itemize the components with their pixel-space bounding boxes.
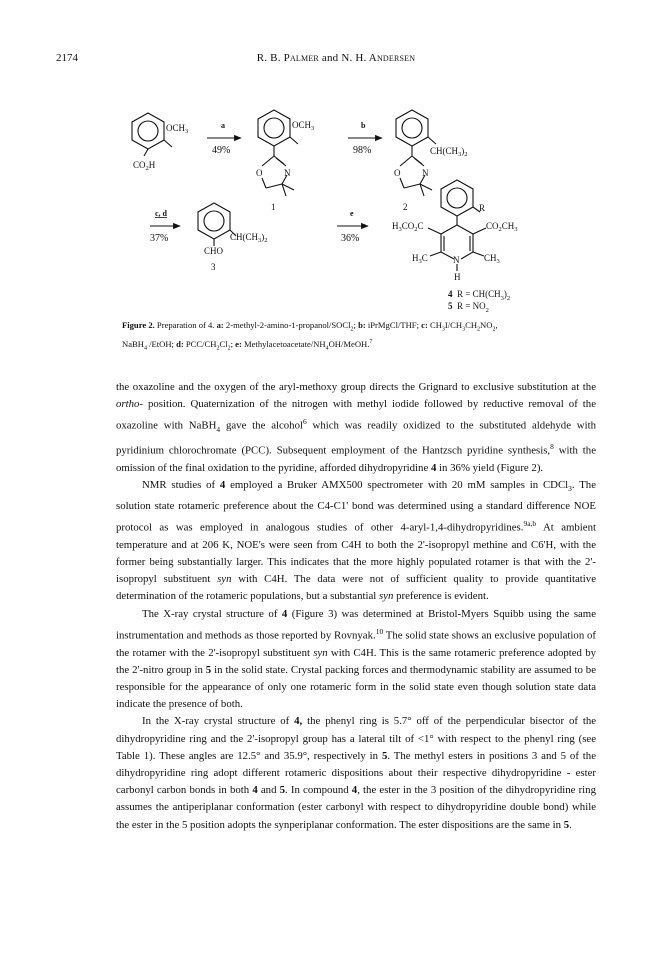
label-nh-h: H bbox=[454, 272, 461, 282]
label-o-1: O bbox=[256, 168, 263, 178]
label-o-2: O bbox=[394, 168, 401, 178]
figure-caption: Figure 2. Preparation of 4. a: 2-methyl-2-amino-1-propanol/SOCl$_2$; b: iPrMgCl/THF; c: $CH_3I/CH_3CH_2NO_2$, NaBH$_4$ /EtOH; d: PCC/$CH_2Cl_2$; e: Methylacetoacetate/$NH_4OH/MeOH.^7$ bbox=[122, 320, 498, 352]
arrow-b-label: b bbox=[361, 121, 366, 130]
arrow-e-label: e bbox=[350, 209, 354, 218]
paragraph-4: In the X-ray crystal structure of 4, the phenyl ring is 5.7° off of the perpendicular bisector of the dihydropyridine ring and the 2'-isopropyl group has a lateral tilt of <1° with respect to the phenyl ring (see Table 1). These angles are 12.5° and 35.9°, respectively in 5. The methyl esters in positions 3 and 5 of the dihydropyridine ring adopt different rotameric dispositions about their respective dihydropyridine - ester carbonyl carbon bonds in both 4 and 5. In compound 4, the ester in the 3 position of the dihydropyridine ring assumes the antiperiplanar conformation (ester carbonyl with respect to dihydropyridine double bond) while the ester in the 5 position adopts the synperiplanar conformation. The ester dispositions are the same in 5. bbox=[116, 715, 597, 831]
label-co2h: $CO_2H$ bbox=[133, 160, 156, 172]
compound-legend-4: 4 $R = CH(CH_3)_2$ bbox=[448, 289, 511, 302]
paragraph-1: the oxazoline and the oxygen of the aryl-methoxy group directs the Grignard to exclusive substitution at the ortho- position. Quaternization of the nitrogen with methyl iodide followed by reductive removal of the oxazoline with NaBH$_4$ gave the alcohol$^6$ which was readily oxidized to the substituted aldehyde with pyridinium chlorochromate (PCC). Subsequent employment of the Hantzsch pyridine synthesis,$^8$ with the omission of the final oxidation to the pyridine, afforded dihydropyridine 4 in 36% yield (Figure 2). bbox=[116, 381, 597, 475]
arrow-cd-label: c, d bbox=[155, 209, 167, 218]
benzene-ring bbox=[396, 110, 428, 146]
running-head-authors: R. B. Palmer and N. H. Andersen bbox=[256, 52, 416, 64]
label-h3c: $H_3C$ bbox=[412, 253, 428, 265]
arrow-a-label: a bbox=[221, 121, 225, 130]
aromatic-circle bbox=[138, 121, 158, 141]
arrow-a-yield: 49% bbox=[212, 145, 231, 156]
label-n-ring: N bbox=[453, 255, 460, 265]
arrow-e-yield: 36% bbox=[341, 233, 360, 244]
label-och3-b: $OCH_3$ bbox=[292, 120, 315, 132]
paragraph-2: NMR studies of 4 employed a Bruker AMX500 spectrometer with 20 mM samples in CDCl$_3$. The solution state rotameric preference about the C4-C1' bond was determined using a standard difference NOE protocol as was employed in analogous studies of other 4-aryl-1,4-dihydropyridines.$^{9a,b}$ At ambient temperature and at 206 K, NOE's were seen from C4H to both the 2'-isopropyl methine and C6'H, with the former being substantially larger. This indicates that the more highly populated rotamer is that with the 2'-isopropyl substituent syn with C4H. The data were not of sufficient quality to provide quantitative determination of the rotameric populations, but a substantial syn preference is evident. bbox=[116, 479, 596, 603]
arrow-b-yield: 98% bbox=[353, 145, 372, 156]
label-cho: CHO bbox=[204, 246, 224, 256]
page-number: 2174 bbox=[56, 52, 78, 64]
compound-legend-5: 5 $R = NO_2$ bbox=[448, 301, 489, 314]
label-co2ch3: $CO_2CH_3$ bbox=[486, 221, 518, 233]
benzene-ring bbox=[132, 113, 164, 149]
label-r: R bbox=[479, 203, 486, 213]
aryl-ring bbox=[441, 180, 473, 216]
compound-label-3: 3 bbox=[211, 262, 216, 272]
label-ch3: $CH_3$ bbox=[484, 253, 500, 265]
body-text bbox=[116, 379, 596, 834]
reaction-scheme bbox=[0, 0, 672, 320]
label-n-1: N bbox=[284, 168, 291, 178]
benzene-ring bbox=[258, 110, 290, 146]
benzene-ring bbox=[198, 203, 230, 239]
label-h3co2c: $H_3CO_2C$ bbox=[392, 221, 424, 233]
arrow-cd-yield: 37% bbox=[150, 233, 169, 244]
label-chch32-a: $CH(CH_3)_2$ bbox=[430, 146, 468, 158]
label-n-2: N bbox=[422, 168, 429, 178]
scheme-labels bbox=[133, 120, 518, 282]
label-chch32-b: $CH(CH_3)_2$ bbox=[230, 232, 268, 244]
compound-label-2: 2 bbox=[403, 202, 408, 212]
label-och3-a: $OCH_3$ bbox=[166, 123, 189, 135]
compound-methoxybenzoic-acid bbox=[132, 113, 172, 156]
compound-label-1: 1 bbox=[271, 202, 276, 212]
paragraph-3: The X-ray crystal structure of 4 (Figure 3) was determined at Bristol-Myers Squibb using the same instrumentation and methods as those reported by Rovnyak.$^{10}$ The solid state shows an exclusive population of the rotamer with the 2'-isopropyl substituent syn with C4H. This is the same rotameric preference adopted by the 2'-nitro group in 5 in the solid state. Crystal packing forces and thermodynamic stability are assumed to be responsible for the appearance of only one rotameric form in the solid state even though solution state data indicate the presence of both. bbox=[116, 607, 597, 711]
